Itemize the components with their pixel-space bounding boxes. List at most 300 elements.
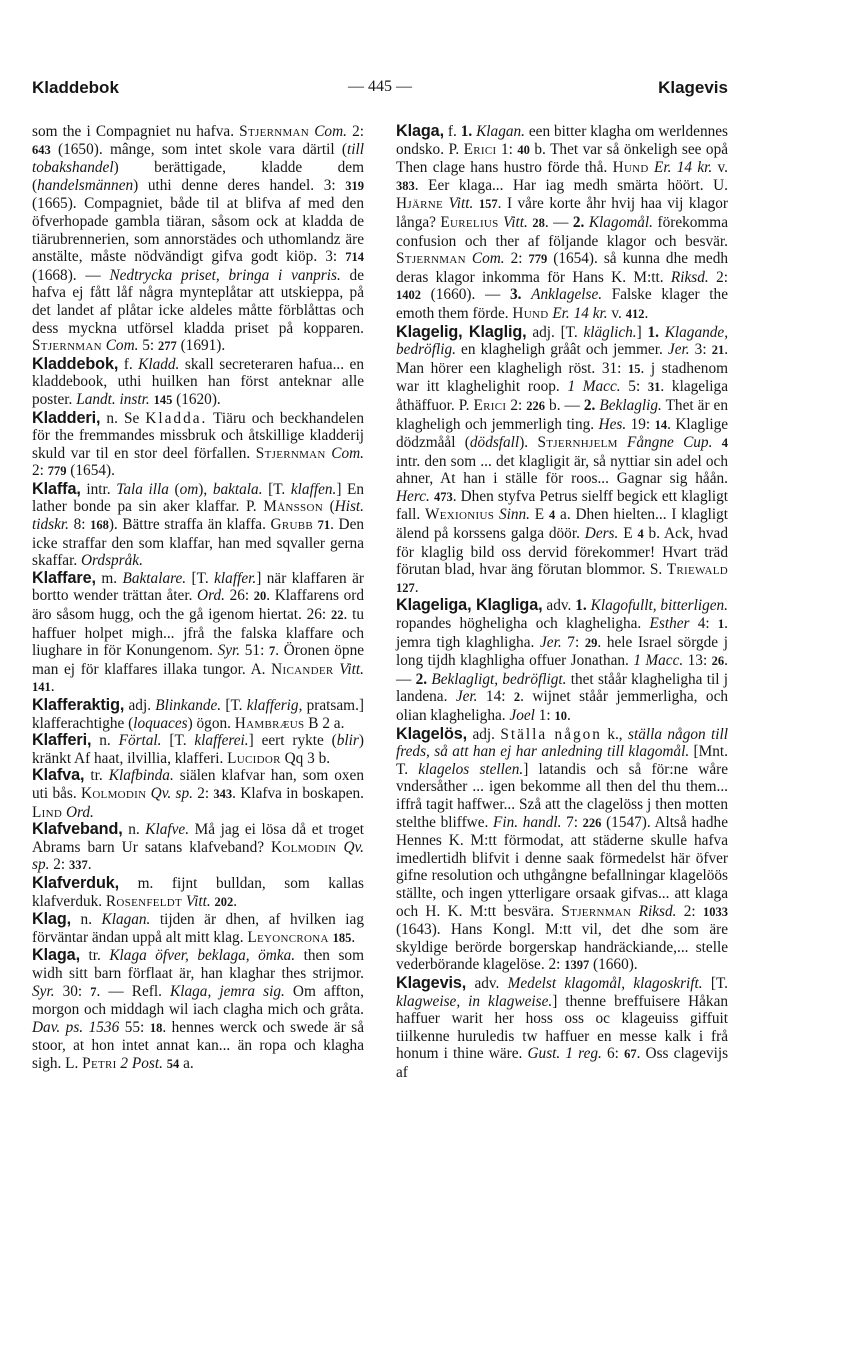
dictionary-entry-klafva [32,767,364,821]
entry-text: skall secreteraren hafua... en kladdebook, uthi huilken han först anteknar alle poster. [32,355,364,408]
entry-text: (1620). [172,390,221,408]
entry-text: . I våre korte åhr hvij haa vij klagor långa? [396,195,728,231]
entry-text: 22 [330,608,344,623]
entry-text: then som widh sitt barn förflaat är, han klaghar thes strijmor. [32,947,364,982]
entry-text: v. [712,159,728,177]
dictionary-entry-klaffare [32,570,364,697]
entry-text: 26 [711,654,725,669]
entry-text: 1402 [396,288,421,303]
entry-text: handelsmännen [37,176,134,194]
dictionary-entry-kladdebok [32,356,364,410]
entry-text: Vitt. [185,892,211,910]
entry-text: k., [601,725,629,743]
entry-text: 2: [708,268,728,286]
entry-text: blir [336,732,359,750]
entry-text: ) uthi denne deres handel. 3: [133,176,346,194]
headword: Klafferi, [32,731,92,750]
entry-text: 2: [32,462,48,480]
entry-text: som the i Compagniet nu hafva. [32,123,240,140]
entry-text: b. — [545,396,584,414]
entry-text [618,434,627,451]
entry-text: m. fijnt bulldan, som kallas klafverduk. [32,874,364,910]
entry-text: 1. [647,323,659,341]
entry-text: Kolmodin [80,784,147,802]
entry-text: 29 [584,635,598,650]
entry-text: Om affton, morgon och middagh wil iach clagha mich och gråta. [32,982,364,1019]
entry-text: Månsson [263,498,323,516]
left-running-head: Kladdebok [32,78,119,97]
entry-text: Hund [512,304,549,322]
entry-text: (1660). — [421,286,510,304]
entry-text: Syr. [217,642,241,660]
entry-text: 20 [253,589,267,604]
entry-text: . [566,707,571,724]
entry-text: 1397 [564,958,590,973]
entry-text: adv. [542,597,576,615]
entry-text: loquaces [133,714,188,732]
headword: Klaffare, [32,568,96,587]
entry-text: 643 [32,142,51,157]
entry-text: ropandes högheligha och klagheligha. [396,615,650,633]
entry-text: (1547). Altså hadhe Hennes K. M:tt förmodat, att städerne skulle hafva imedlertidh blifvit i denne saak förmedelst här öfver gifne resolution och uthgångne befallningar klagelöös ställte, och ingen ytterligare orsaak gifvas... att klaga och H. K. M:tt besvära. [396,813,728,920]
entry-text: een bitter klagha om werldennes ondsko. P. [396,123,728,158]
entry-text: Klagan. [101,911,151,929]
headword: Klafverduk, [32,873,120,892]
entry-text: 2: [346,123,364,140]
entry-text: 10 [554,709,567,723]
entry-text: Gust. 1 reg. [527,1045,602,1063]
entry-text: adj. [124,697,156,714]
entry-text: B 2 a. [304,714,345,732]
entry-text: 1: [534,707,555,724]
entry-text: ] thenne breffuisere Håkan haffuer warit her hoss oss oc klageuiss giffuit tiilkenne huruledis tw haffuer en messe kalk i frå honum i thine wäre. [396,992,729,1063]
entry-text: (1654). [66,462,115,480]
entry-text: 127 [396,580,415,595]
entry-text: Ord. [197,587,225,605]
entry-text: 7 [269,644,276,659]
entry-text: Rosenfeldt [105,892,183,910]
entry-text: 383 [396,178,415,193]
entry-text: (1650). mânge, som intet skole vara därtil ( [50,140,347,158]
entry-text: Stjernman [32,337,102,355]
entry-text: 5: [138,337,158,355]
entry-text: Er. 14 kr. [654,159,713,177]
entry-text [712,434,721,451]
entry-text: (1691). [176,337,226,355]
entry-text: Landt. instr. [76,390,150,408]
entry-text: . [644,304,649,322]
entry-text [631,903,638,920]
entry-text: Stjernhjelm [537,434,618,452]
entry-text: Klaga, jemra sig. [170,982,285,1000]
entry-text: . Dhen styfva Petrus sielff begick ett klagligt fall. [396,487,728,524]
entry-text: 2: [676,902,704,920]
entry-text: Erici [463,140,497,158]
entry-text: Eurelius [440,213,499,231]
right-running-head: Klagevis [658,78,728,97]
entry-text: Må jag ei lösa då et troget Abrams barn Ur satans klafveband? [32,821,364,856]
entry-text: ( [168,480,180,498]
entry-text: Kolmodin [271,838,337,856]
entry-text: 473 [433,489,453,504]
entry-text: b. Ack, hvad för klaglig bild oss dervid förekommer! Hvart träd förutan blad, hvar äng förutan blommor. S. [396,525,728,579]
entry-text: ] latandis och så för:ne wåre vndersåther ... igen bekomme all then del thu them... iffrå tagit haffwer... Szå att the clagelöss j then motten stelthe bliffwe. [396,760,729,831]
right-column [396,123,728,1081]
entry-text: 168 [90,518,109,533]
entry-text: Riksd. [638,902,677,920]
entry-text: 18 [149,1020,163,1035]
dictionary-entry-klafverduk [32,875,364,911]
entry-text: E [618,525,638,543]
entry-text: adj. [T. [526,323,584,341]
entry-text: Klafve. [145,821,190,839]
entry-text: 141 [32,680,51,695]
entry-text: Fin. handl. [493,813,562,831]
entry-text: Vitt. [448,195,474,213]
headword: Klagelig, Klaglig, [396,322,527,341]
entry-text: tr. [79,947,110,965]
entry-text: Vitt. [503,213,528,231]
entry-text: Stjernman [561,902,632,920]
entry-text: . Eer klaga... Har iag medh smärta höört. U. [414,176,728,194]
entry-text: adv. [466,974,508,992]
entry-text: 3. [509,286,522,304]
entry-text: 319 [345,178,364,193]
entry-text: ] En lather bonde pa sin aker klaffar. P. [32,480,365,516]
entry-text: klaffen. [290,480,337,498]
entry-text: Stjernman [239,123,310,140]
dictionary-entry-klag [32,911,364,947]
entry-text: 185 [332,930,352,945]
entry-text: (1654). så kunna dhe medh deras klagor inkomma för Hans K. M:tt. [396,250,728,286]
entry-text: 343 [213,786,233,801]
entry-text: de hafva ej fått låf några mynteplåtar att utskieppa, på det landet af plåtar icke aldeles måtte förblåttas och dess myckna utförsel kladda priset på kopparen. [32,266,364,337]
entry-text: . Oss clagevijs af [396,1045,729,1081]
dictionary-entry-kladderi [32,410,364,481]
entry-text: [T. [221,697,247,714]
entry-text: ). [519,434,538,452]
entry-text: Hund [612,159,649,177]
entry-text: Ders. [584,525,619,543]
entry-text: 6: [601,1045,625,1063]
dictionary-entry-klafferaktig [32,697,364,732]
dictionary-entry-klagevis [396,975,728,1082]
entry-text: . j stadhenom war itt klaghelighit roop. [396,359,728,396]
entry-text: ), [198,480,213,498]
entry-text: ) kränkt Af haat, ilvillia, klafferi. [32,732,364,767]
entry-text: thet ståår klagheligha til j landena. [396,670,729,706]
entry-text: v. [607,304,626,322]
entry-text: Hambræus [234,714,305,732]
entry-text: intr. den som ... det klagligit är, så nyttiar sin adel och ahner, At han i ställe för roos... Gagnar sig håån. [396,452,728,488]
entry-text: siälen klafvar han, som oxen uti bås. [32,767,364,802]
entry-text: 5: [620,378,648,396]
entry-text: . — [396,652,728,688]
entry-text: 1. [575,597,587,615]
entry-text: 51: [240,642,269,660]
entry-text: Grubb [270,516,314,534]
entry-text: ) berättigade, kladde dem ( [32,159,364,194]
entry-text: . [87,856,92,874]
entry-text: Klaga öfver, beklaga, ömka. [109,947,296,965]
entry-text: E [529,506,549,524]
entry-text: Syr. [32,982,55,1000]
entry-text: Ordspråk. [81,552,143,570]
entry-text: klafferei. [194,732,249,750]
headword: Klagevis, [396,973,467,992]
entry-text: Com. [314,123,347,140]
entry-text: n. [122,821,146,839]
entry-text: 7: [561,633,585,651]
entry-text: 40 [517,142,530,157]
entry-text: . [233,892,238,910]
entry-text: Sinn. [498,506,530,524]
entry-text: Com. [331,444,364,462]
headword: Klafva, [32,766,85,785]
headword: Klageliga, Klagliga, [396,596,543,615]
entry-text: Riksd. [670,268,709,286]
entry-text: 1 [717,617,725,632]
entry-text: . Klafva in boskapen. [232,784,365,802]
entry-text: Hist. tidskr. [32,498,364,534]
entry-text [521,286,531,303]
entry-text: [T. [161,732,195,750]
entry-text: Petri [82,1054,117,1072]
entry-text: Qv. sp. [150,784,193,802]
entry-text: 4 [721,436,728,451]
entry-text: Anklagelse. [531,286,603,304]
entry-text: Blinkande. [155,697,222,714]
entry-text: 779 [528,252,548,267]
entry-text: pratsam.] klafferachtighe ( [32,697,364,732]
entry-text: Thet är en klagheligh och jemmerligh ting. [396,396,728,433]
entry-text: klagweise, in klagweise. [396,992,553,1010]
entry-text: . [414,578,419,596]
entry-text: klaffer. [214,569,257,587]
entry-text: a. [179,1054,194,1072]
entry-text: Lind [32,803,63,821]
headword: Klafveband, [32,820,123,839]
entry-text: [T. [262,480,291,498]
entry-text: 4 [548,508,556,523]
entry-text: 15 [627,361,641,376]
entry-text: f. [118,355,139,373]
entry-text: 8: [68,516,91,534]
entry-text: Esther [649,615,690,633]
entry-text: förekomma confusion och ther af följande klagor och besvär. [396,213,728,250]
headword: Klafferaktig, [32,696,125,714]
entry-text: . — [544,213,573,231]
entry-text: ) ögon. [187,714,235,732]
headword: Kladderi, [32,408,101,427]
entry-text: Hjärne [396,195,444,213]
entry-text: Leyoncrona [247,928,329,946]
entry-text: Triewald [666,561,728,579]
entry-text: 55: [119,1018,150,1036]
entry-text: ] [636,323,648,341]
entry-text: 277 [158,339,177,354]
entry-text: Stjernman [255,444,326,462]
entry-text: . [50,678,55,696]
entry-text: 54 [166,1056,180,1071]
entry-text: 2 Post. [120,1054,163,1072]
entry-text: Tala illa [116,480,169,498]
entry-text: 14 [654,417,668,432]
entry-text: dödsfall [469,434,520,452]
entry-text: 714 [345,250,364,265]
entry-text: 71 [317,518,331,533]
entry-text: Com. [105,337,139,355]
entry-text: . — Refl. [96,982,171,1000]
entry-text: 4 [637,527,644,542]
entry-text: . Klaglige dödzmåål ( [396,415,729,452]
entry-text: klagelos stellen. [418,760,524,778]
entry-text: Com. [471,250,505,268]
entry-text: Kladd. [138,355,180,373]
entry-text: 67 [624,1047,637,1062]
entry-text: Tiäru och beckhandelen för the fremmandes missbruk och åtskillige kladderij skuld var til en stor deel förfallen. [32,409,364,462]
entry-text: Herc. [396,487,430,505]
entry-text: Jer. [539,633,562,651]
headword: Kladdebok, [32,354,119,373]
entry-text: Dav. ps. 1536 [32,1018,120,1036]
entry-text: 21 [711,343,725,358]
entry-text: 1. [460,123,473,140]
entry-text: Beklaglig. [599,396,662,414]
entry-text: 202 [214,894,234,909]
entry-text: 2: [192,784,214,802]
entry-text: Joel [509,707,535,724]
entry-text: [Mnt. T. [396,743,728,778]
running-header [32,78,728,100]
dictionary-entry-klaga-f [396,123,728,324]
entry-text: 3: [689,341,712,359]
dictionary-entry-klageliga [396,597,728,725]
entry-text: Klagofullt, bitterligen. [590,597,728,615]
entry-text: Lucidor [227,749,281,767]
entry-text: 30: [54,982,91,1000]
entry-text: Kladda. [145,409,208,427]
dictionary-entry-klagelig [396,324,728,598]
entry-text: 14: [477,688,514,706]
entry-text: Jer. [455,688,478,706]
entry-text: [T. [186,569,215,587]
entry-text: . Klaffarens ord äro såsom hugg, och the gå igenom hiertat. 26: [32,587,365,624]
entry-text: 779 [47,464,67,479]
headword: Klagelös, [396,724,468,743]
entry-text: 31 [647,380,661,395]
entry-text: (1643). Hans Kongl. M:tt vil, det dhe som äre skyldige berörde borgerskap handräckiande,... stelle vederbörande klagelöse. 2: [396,921,728,974]
entry-text: 7 [90,984,97,999]
entry-text: baktala. [212,480,263,498]
entry-text: Vitt. [339,660,364,678]
entry-text: adj. [467,725,501,743]
entry-text: n. Se [100,409,146,427]
entry-text: n. [71,911,102,929]
entry-text: b. Thet var så önkeligh see opå Then clage hans hustro förde thå. [396,140,729,177]
entry-text: a. Dhen hielten... I klagligt älend på korssens galga döör. [396,506,728,543]
entry-text: Stjernman [396,250,466,268]
dictionary-entry-klafveband [32,821,364,875]
entry-text: . hele Israel sörgde j long tijdh klaghligha offuer Jonathan. [396,633,728,670]
entry-text: kläglich. [583,323,637,341]
entry-text: Ställa någon [500,725,602,743]
entry-text: ställa någon till freds, så att han ej har anledning till klagomål. [396,725,729,761]
entry-text: Nedtrycka priset, bringa i vanpris. [109,266,341,284]
entry-text: Qv. sp. [32,838,365,874]
dictionary-entry-klafferi [32,732,364,767]
entry-text: 1 Macc. [567,378,621,396]
entry-text: tijden är dhen, af hvilken iag förväntar ändan uppå alt mitt klag. [32,911,364,946]
entry-text: Jer. [667,341,690,359]
entry-text: Erici [473,396,507,414]
entry-text: 26: [224,587,254,605]
entry-text: Ord. [65,803,94,821]
entry-text: ] när klaffaren är bortto wender trättan åter. [32,569,365,605]
page-number: — 445 — [348,78,412,95]
entry-text: 412 [625,306,645,321]
entry-text: Förtal. [118,732,162,750]
headword: Klaga, [396,122,444,140]
entry-text: . tu haffuer holpet migh... jfrå the falska klaffare och liughare in för Konungenom. [32,606,364,660]
entry-text: . jemra tigh klaghligha. [396,615,728,651]
entry-text: . wijnet ståår jemmerligha, och olian klagheligha. [396,688,729,724]
entry-text: 2: [49,856,69,874]
entry-text: Nicander [271,660,334,678]
left-column [32,123,364,1073]
entry-text: ( [322,498,335,516]
entry-text: (1665). Compagniet, både til at blifva af med den öfverhopade gambla tiäran, såsom ock at kladda de tiärubrennerien, som annorstädes och uthomlandz äre anstälte, måste nödvändigt gifva godt kiöp. 3: [32,195,364,266]
entry-text: till tobakshandel [32,140,364,177]
entry-text: 1 Macc. [633,652,684,670]
entry-text: 226 [582,815,602,830]
entry-text: Klagomål. [588,213,654,231]
entry-text: Baktalare. [122,569,187,587]
entry-text: 28 [532,215,545,230]
headword: Klag, [32,910,72,929]
entry-text: ] eert rykte ( [248,732,337,750]
entry-text: 2 [513,690,521,705]
entry-text: en klagheligh gråât och jemmer. [455,341,668,359]
dictionary-entry-klaffa [32,481,364,570]
entry-text: Falske klager the emoth them förde. [396,286,728,322]
entry-text: 1033 [703,904,729,919]
entry-text: 2. [572,213,585,231]
dictionary-entry-klaga [32,947,364,1073]
entry-text: 1: [496,140,518,158]
entry-text: 4: [689,615,718,633]
entry-text: 19: [626,415,655,433]
headword: Klaffa, [32,479,81,498]
entry-text: (1668). — [32,266,110,284]
entry-text: Qq 3 b. [280,749,331,767]
entry-text: 2: [504,250,529,268]
entry-text: (1660). [589,956,638,974]
entry-text: Er. 14 kr. [552,304,608,322]
entry-text: Klagan. [476,123,525,140]
headword: Klaga, [32,946,80,965]
entry-text: 337 [68,858,88,873]
entry-text: Medelst klagomål, klagoskrift. [507,974,703,992]
entry-text: 7: [561,813,583,831]
entry-text: n. [91,732,119,750]
entry-text: . [351,928,356,946]
entry-text: Klagande, bedröflig. [396,323,729,359]
entry-text: . klageliga åthäffuor. P. [396,378,728,414]
entry-text: . Man hörer een klagheligh röst. 31: [396,341,729,377]
entry-text: 2: [506,396,527,414]
entry-text: . Öronen öpne man ej för klaffares illaka tungor. A. [32,642,365,678]
